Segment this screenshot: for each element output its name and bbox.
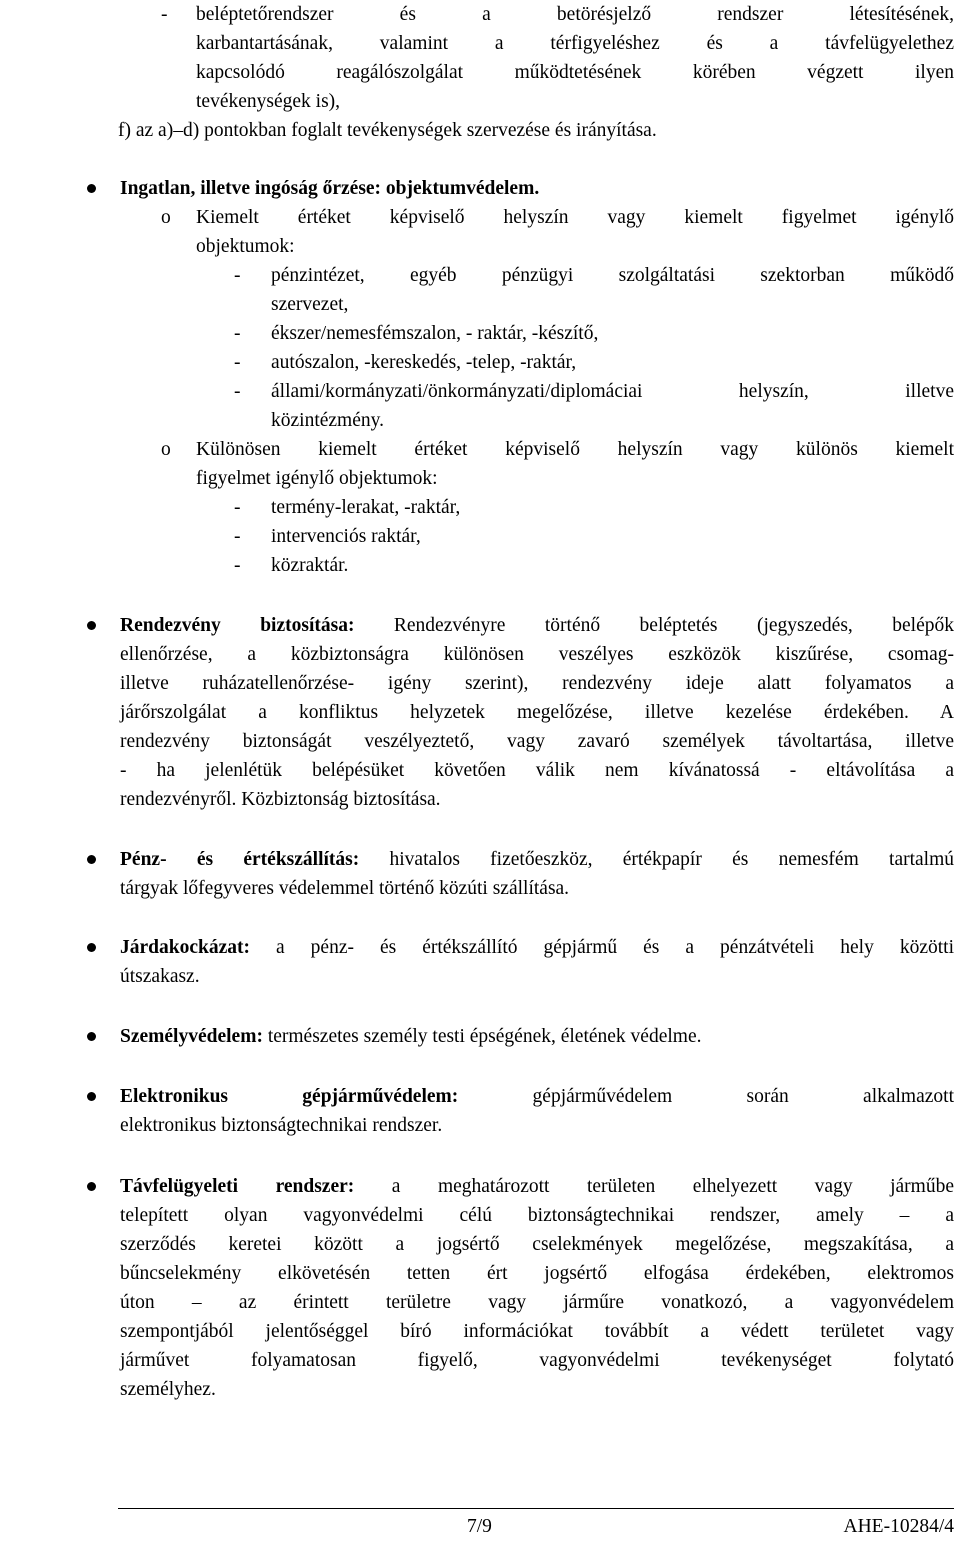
list-dash: - bbox=[234, 352, 241, 373]
text-line: szerződés keretei között a jogsértő cselekmények megelőzése, megszakítása, a bbox=[120, 1234, 954, 1255]
text-line: járművet folyamatosan figyelő, vagyonvédelmi tevékenységet folytató bbox=[120, 1350, 954, 1371]
list-item: termény-lerakat, -raktár, bbox=[271, 497, 461, 518]
text-line: úton – az érintett területre vagy járműre vonatkozó, a vagyonvédelem bbox=[120, 1292, 954, 1313]
text-line: Kiemelt értéket képviselő helyszín vagy kiemelt figyelmet igénylő bbox=[196, 207, 954, 228]
text-line: tárgyak lőfegyveres védelemmel történő közúti szállítása. bbox=[120, 878, 570, 899]
term-tavfelugyeleti: Távfelügyeleti rendszer: bbox=[120, 1176, 355, 1197]
bullet-icon bbox=[87, 1092, 96, 1101]
list-item-f: f) az a)–d) pontokban foglalt tevékenységek szervezése és irányítása. bbox=[118, 120, 657, 141]
document-code: AHE-10284/4 bbox=[843, 1516, 954, 1537]
term-szemely: Személyvédelem: bbox=[120, 1026, 263, 1047]
bullet-icon bbox=[87, 184, 96, 193]
text-line: karbantartásának, valamint a térfigyeléshez és a távfelügyelethez bbox=[196, 33, 954, 54]
list-dash: - bbox=[234, 323, 241, 344]
text-line: objektumok: bbox=[196, 236, 295, 257]
list-item: szervezet, bbox=[271, 294, 349, 315]
definition-text: Rendezvényre történő beléptetés (jegyszedés, belépők bbox=[354, 615, 954, 636]
definition-text: hivatalos fizetőeszköz, értékpapír és nemesfém tartalmú bbox=[359, 849, 954, 870]
text-line bbox=[120, 1022, 702, 1051]
bullet-icon bbox=[87, 855, 96, 864]
text-line: szempontjából jelentőséggel bíró információkat továbbít a védett területet vagy bbox=[120, 1321, 954, 1342]
text-line bbox=[120, 845, 954, 874]
definition-text: a pénz- és értékszállító gépjármű és a pénzátvételi hely közötti bbox=[250, 937, 954, 958]
list-dash: - bbox=[234, 265, 241, 286]
list-item: pénzintézet, egyéb pénzügyi szolgáltatási szektorban működő bbox=[271, 265, 954, 286]
text-line: ellenőrzése, a közbiztonságra különösen veszélyes eszközök kiszűrése, csomag- bbox=[120, 644, 954, 665]
text-line bbox=[120, 1172, 954, 1201]
bullet-icon bbox=[87, 621, 96, 630]
text-line: elektronikus biztonságtechnikai rendszer. bbox=[120, 1115, 443, 1136]
text-line: figyelmet igénylő objektumok: bbox=[196, 468, 438, 489]
text-line: bűncselekmény elkövetésén tetten ért jogsértő elfogása érdekében, elektromos bbox=[120, 1263, 954, 1284]
list-dash: - bbox=[234, 526, 241, 547]
bullet-icon bbox=[87, 1182, 96, 1191]
definition-text: gépjárművédelem során alkalmazott bbox=[458, 1086, 954, 1107]
bullet-icon bbox=[87, 943, 96, 952]
text-line: beléptetőrendszer és a betörésjelző rendszer létesítésének, bbox=[196, 4, 954, 25]
text-line bbox=[120, 1082, 954, 1111]
list-item: intervenciós raktár, bbox=[271, 526, 421, 547]
list-dash: - bbox=[161, 4, 168, 25]
list-dash: - bbox=[234, 555, 241, 576]
text-line bbox=[120, 611, 954, 640]
text-line: kapcsolódó reagálószolgálat működtetésének körében végzett ilyen bbox=[196, 62, 954, 83]
definition-text: természetes személy testi épségének, életének védelme. bbox=[262, 1026, 702, 1047]
list-dash: - bbox=[234, 381, 241, 402]
list-dash: - bbox=[234, 497, 241, 518]
text-line: illetve ruházatellenőrzése- igény szerint), rendezvény ideje alatt folyamatos a bbox=[120, 673, 954, 694]
section-title-ingatlan: Ingatlan, illetve ingóság őrzése: objektumvédelem. bbox=[120, 178, 540, 199]
bullet-icon bbox=[87, 1032, 96, 1041]
page-number: 7/9 bbox=[467, 1516, 492, 1537]
list-item: állami/kormányzati/önkormányzati/diplomáciai helyszín, illetve bbox=[271, 381, 954, 402]
term-rendezveny: Rendezvény biztosítása: bbox=[120, 615, 355, 636]
list-item: közintézmény. bbox=[271, 410, 384, 431]
text-line: rendezvény biztonságát veszélyeztető, vagy zavaró személyek távoltartása, illetve bbox=[120, 731, 954, 752]
text-line: rendezvényről. Közbiztonság biztosítása. bbox=[120, 789, 441, 810]
term-jarda: Járdakockázat: bbox=[120, 937, 250, 958]
term-penz: Pénz- és értékszállítás: bbox=[120, 849, 360, 870]
term-elektronikus: Elektronikus gépjárművédelem: bbox=[120, 1086, 459, 1107]
text-line: telepített olyan vagyonvédelmi célú biztonságtechnikai rendszer, amely – a bbox=[120, 1205, 954, 1226]
text-line: - ha jelenlétük belépésüket követően válik nem kívánatossá - eltávolítása a bbox=[120, 760, 954, 781]
circle-bullet-icon: o bbox=[161, 207, 171, 228]
text-line: Különösen kiemelt értéket képviselő helyszín vagy különös kiemelt bbox=[196, 439, 954, 460]
text-line bbox=[120, 933, 954, 962]
circle-bullet-icon: o bbox=[161, 439, 171, 460]
text-line: járőrszolgálat a konfliktus helyzetek megelőzése, illetve kezelése érdekében. A bbox=[120, 702, 954, 723]
list-item: közraktár. bbox=[271, 555, 349, 576]
text-line: személyhez. bbox=[120, 1379, 216, 1400]
footer-rule bbox=[118, 1508, 954, 1509]
text-line: tevékenységek is), bbox=[196, 91, 341, 112]
definition-text: a meghatározott területen elhelyezett vagy járműbe bbox=[354, 1176, 954, 1197]
text-line: útszakasz. bbox=[120, 966, 200, 987]
list-item: ékszer/nemesfémszalon, - raktár, -készítő, bbox=[271, 323, 599, 344]
list-item: autószalon, -kereskedés, -telep, -raktár, bbox=[271, 352, 577, 373]
